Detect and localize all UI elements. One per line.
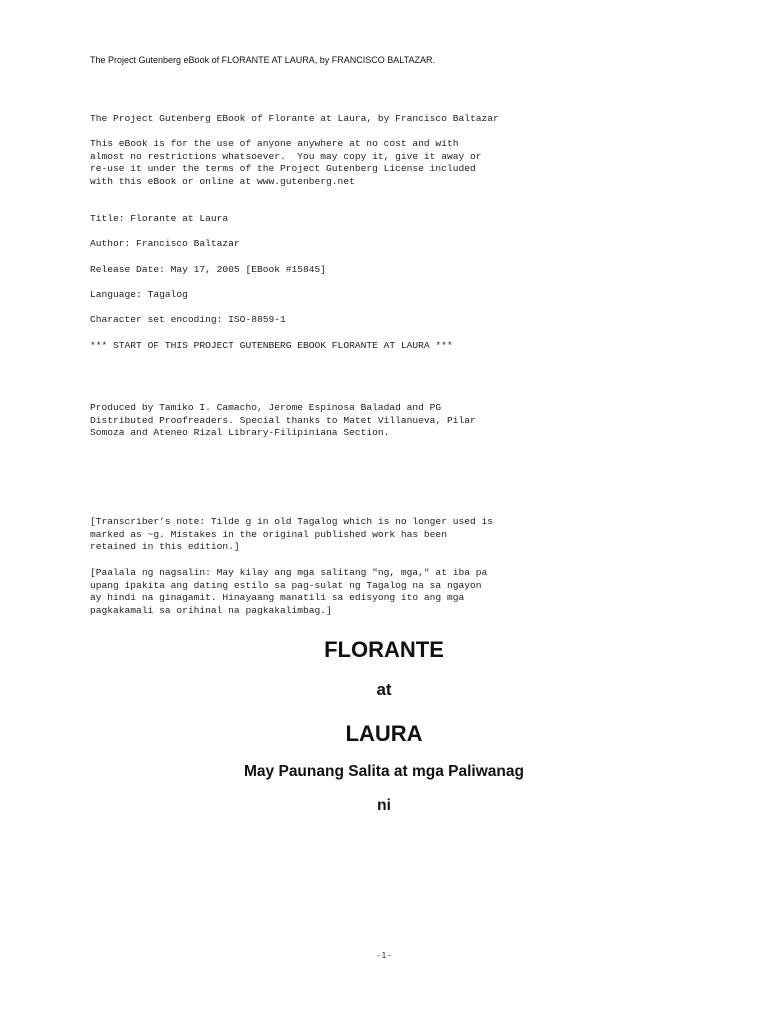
start-marker: *** START OF THIS PROJECT GUTENBERG EBOOK FLORANTE AT LAURA *** xyxy=(90,340,453,351)
language-field: Language: Tagalog xyxy=(90,289,188,300)
book-subtitle: May Paunang Salita at mga Paliwanag xyxy=(244,763,524,780)
title-field: Title: Florante at Laura xyxy=(90,213,229,224)
author-field: Author: Francisco Baltazar xyxy=(90,238,240,249)
page-number: - 1 - xyxy=(376,951,392,960)
running-header: The Project Gutenberg eBook of FLORANTE AT LAURA, by FRANCISCO BALTAZAR. xyxy=(90,55,435,65)
ebook-title-line: The Project Gutenberg EBook of Florante at Laura, by Francisco Baltazar xyxy=(90,113,499,124)
license-paragraph: This eBook is for the use of anyone anywhere at no cost and with almost no restrictions whatsoever. You may copy it, give it away or re-use it under the terms of the Project Gutenberg License included with this eBook or online at www.gutenberg.net xyxy=(90,138,482,187)
byline: ni xyxy=(377,797,391,814)
encoding-field: Character set encoding: ISO-8859-1 xyxy=(90,314,286,325)
produced-by-paragraph: Produced by Tamiko I. Camacho, Jerome Espinosa Baladad and PG Distributed Proofreaders. Special thanks to Matet Villanueva, Pilar Somoza and Ateneo Rizal Library-Filipiniana Section. xyxy=(90,402,476,439)
transcriber-note: [Transcriber’s note: Tilde g in old Tagalog which is no longer used is marked as ~g. Mistakes in the original published work has been retained in this edition.] xyxy=(90,516,494,553)
book-title-florante: FLORANTE xyxy=(324,637,444,662)
release-date-field: Release Date: May 17, 2005 [EBook #15845] xyxy=(90,264,327,275)
book-title-laura: LAURA xyxy=(345,721,423,746)
paalala-note: [Paalala ng nagsalin: May kilay ang mga salitang "ng, mga," at iba pa upang ipakita ang dating estilo sa pag-sulat ng Tagalog na sa ngayon ay hindi na ginagamit. Hinayaang manatili sa edisyong ito ang mga pagkakamali sa orihinal na pagkakalimbag.] xyxy=(90,567,488,616)
book-title-at: at xyxy=(376,680,392,699)
